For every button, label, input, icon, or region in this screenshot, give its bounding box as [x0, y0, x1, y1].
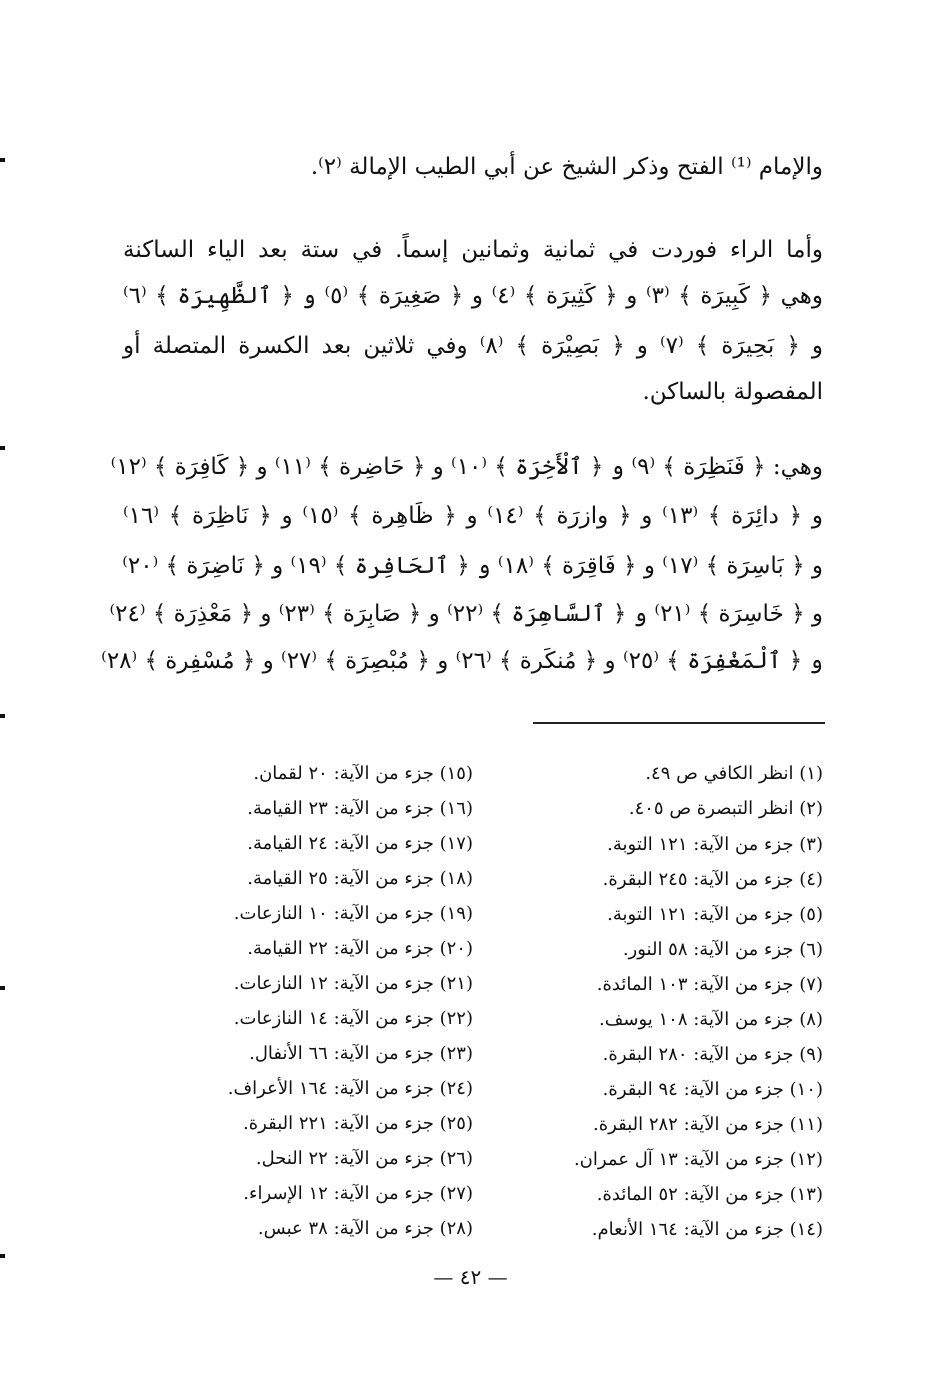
footnote-item: (١٧) جزء من الآية: ٢٤ القيامة. — [247, 833, 473, 854]
footnote-item: (٨) جزء من الآية: ١٠٨ يوسف. — [599, 1009, 823, 1030]
body-line: وأما الراء فوردت في ثمانية وثمانين إسماً. في ستة بعد الياء الساكنة — [123, 237, 823, 263]
body-line: والإمام ⁽¹⁾ الفتح وذكر الشيخ عن أبي الطيب الإمالة ⁽٢⁾. — [310, 154, 823, 180]
body-line: المفصولة بالساكن. — [642, 379, 823, 405]
footnote-item: (١٥) جزء من الآية: ٢٠ لقمان. — [253, 763, 473, 784]
footnote-item: (٢٦) جزء من الآية: ٢٢ النحل. — [255, 1148, 473, 1169]
footnote-item: (١٦) جزء من الآية: ٢٣ القيامة. — [247, 798, 473, 819]
body-line: و ﴿ دائِرَة ﴾ ⁽١٣⁾ و ﴿ وازرَة ﴾ ⁽١٤⁾ و ﴿ ظَاهِرة ﴾ ⁽١٥⁾ و ﴿ نَاظِرَة ﴾ ⁽١٦⁾ — [123, 503, 823, 529]
footnote-item: (٣) جزء من الآية: ١٢١ التوبة. — [607, 834, 823, 855]
footnote-item: (٩) جزء من الآية: ٢٨٠ البقرة. — [602, 1044, 823, 1065]
footnote-item: (١٨) جزء من الآية: ٢٥ القيامة. — [247, 868, 473, 889]
page-number: — ٤٢ — — [433, 1265, 508, 1289]
scan-mark — [0, 714, 5, 718]
footnote-item: (٤) جزء من الآية: ٢٤٥ البقرة. — [602, 869, 823, 890]
footnote-item: (١٠) جزء من الآية: ٩٤ البقرة. — [602, 1079, 823, 1100]
footnote-item: (١١) جزء من الآية: ٢٨٢ البقرة. — [593, 1114, 823, 1135]
body-line: و ﴿ بَحِيرَة ﴾ ⁽٧⁾ و ﴿ بَصِيْرَة ﴾ ⁽٨⁾ وفي ثلاثين بعد الكسرة المتصلة أو — [123, 333, 823, 359]
footnote-item: (٥) جزء من الآية: ١٢١ التوبة. — [607, 904, 823, 925]
body-line: و ﴿ ٱلْمَغْفِرَة ﴾ ⁽٢٥⁾ و ﴿ مُنكَرة ﴾ ⁽٢٦⁾ و ﴿ مُبْصِرَة ﴾ ⁽٢٧⁾ و ﴿ مُسْفِرة ﴾ ⁽٢٨⁾ — [101, 648, 823, 674]
scan-mark — [0, 986, 5, 990]
footnote-item: (٢١) جزء من الآية: ١٢ النازعات. — [233, 973, 473, 994]
footnote-item: (٢٤) جزء من الآية: ١٦٤ الأعراف. — [227, 1078, 473, 1099]
body-line: وهي: ﴿ فَنَظِرَة ﴾ ⁽٩⁾ و ﴿ ٱلْأَخِرَة ﴾ ⁽١٠⁾ و ﴿ حَاضِرة ﴾ ⁽١١⁾ و ﴿ كَافِرَة ﴾ ⁽١٢⁾ — [110, 454, 823, 480]
footnote-item: (١٢) جزء من الآية: ١٣ آل عمران. — [573, 1149, 823, 1170]
footnote-item: (١٤) جزء من الآية: ١٦٤ الأنعام. — [591, 1219, 823, 1240]
footnote-item: (٢٢) جزء من الآية: ١٤ النازعات. — [233, 1008, 473, 1029]
footnote-item: (٢٧) جزء من الآية: ١٢ الإسراء. — [243, 1183, 473, 1204]
body-line: و ﴿ بَاسِرَة ﴾ ⁽١٧⁾ و ﴿ فَاقِرَة ﴾ ⁽١٨⁾ و ﴿ ٱلحَافِرة ﴾ ⁽١٩⁾ و ﴿ نَاضِرَة ﴾ ⁽٢٠⁾ — [122, 553, 823, 579]
body-line: و ﴿ خَاسِرَة ﴾ ⁽٢١⁾ و ﴿ ٱلسَّاهِرَة ﴾ ⁽٢٢⁾ و ﴿ صَابِرَة ﴾ ⁽٢٣⁾ و ﴿ مَعْذِرَة ﴾ ⁽٢٤⁾ — [109, 601, 823, 627]
footnote-separator — [533, 722, 825, 724]
footnote-item: (٢) انظر التبصرة ص ٤٠٥. — [628, 798, 823, 819]
footnote-item: (٢٨) جزء من الآية: ٣٨ عبس. — [257, 1218, 473, 1239]
footnote-item: (٧) جزء من الآية: ١٠٣ المائدة. — [596, 974, 823, 995]
scan-mark — [0, 158, 5, 162]
footnote-item: (١٩) جزء من الآية: ١٠ النازعات. — [233, 903, 473, 924]
footnote-item: (٢٣) جزء من الآية: ٦٦ الأنفال. — [249, 1043, 473, 1064]
footnote-item: (٢٥) جزء من الآية: ٢٢١ البقرة. — [243, 1113, 473, 1134]
footnote-item: (١) انظر الكافي ص ٤٩. — [645, 763, 823, 784]
scan-mark — [0, 446, 5, 450]
footnote-item: (٦) جزء من الآية: ٥٨ النور. — [622, 939, 823, 960]
body-line: وهي ﴿ كَبِيرَة ﴾ ⁽٣⁾ و ﴿ كَثِيرَة ﴾ ⁽٤⁾ و ﴿ صَغِيرَة ﴾ ⁽٥⁾ و ﴿ ٱلظَّهِيرَة ﴾ ⁽٦⁾ — [123, 283, 823, 309]
scan-mark — [0, 1254, 5, 1258]
footnote-item: (١٣) جزء من الآية: ٥٢ المائدة. — [596, 1184, 823, 1205]
footnote-item: (٢٠) جزء من الآية: ٢٢ القيامة. — [247, 938, 473, 959]
